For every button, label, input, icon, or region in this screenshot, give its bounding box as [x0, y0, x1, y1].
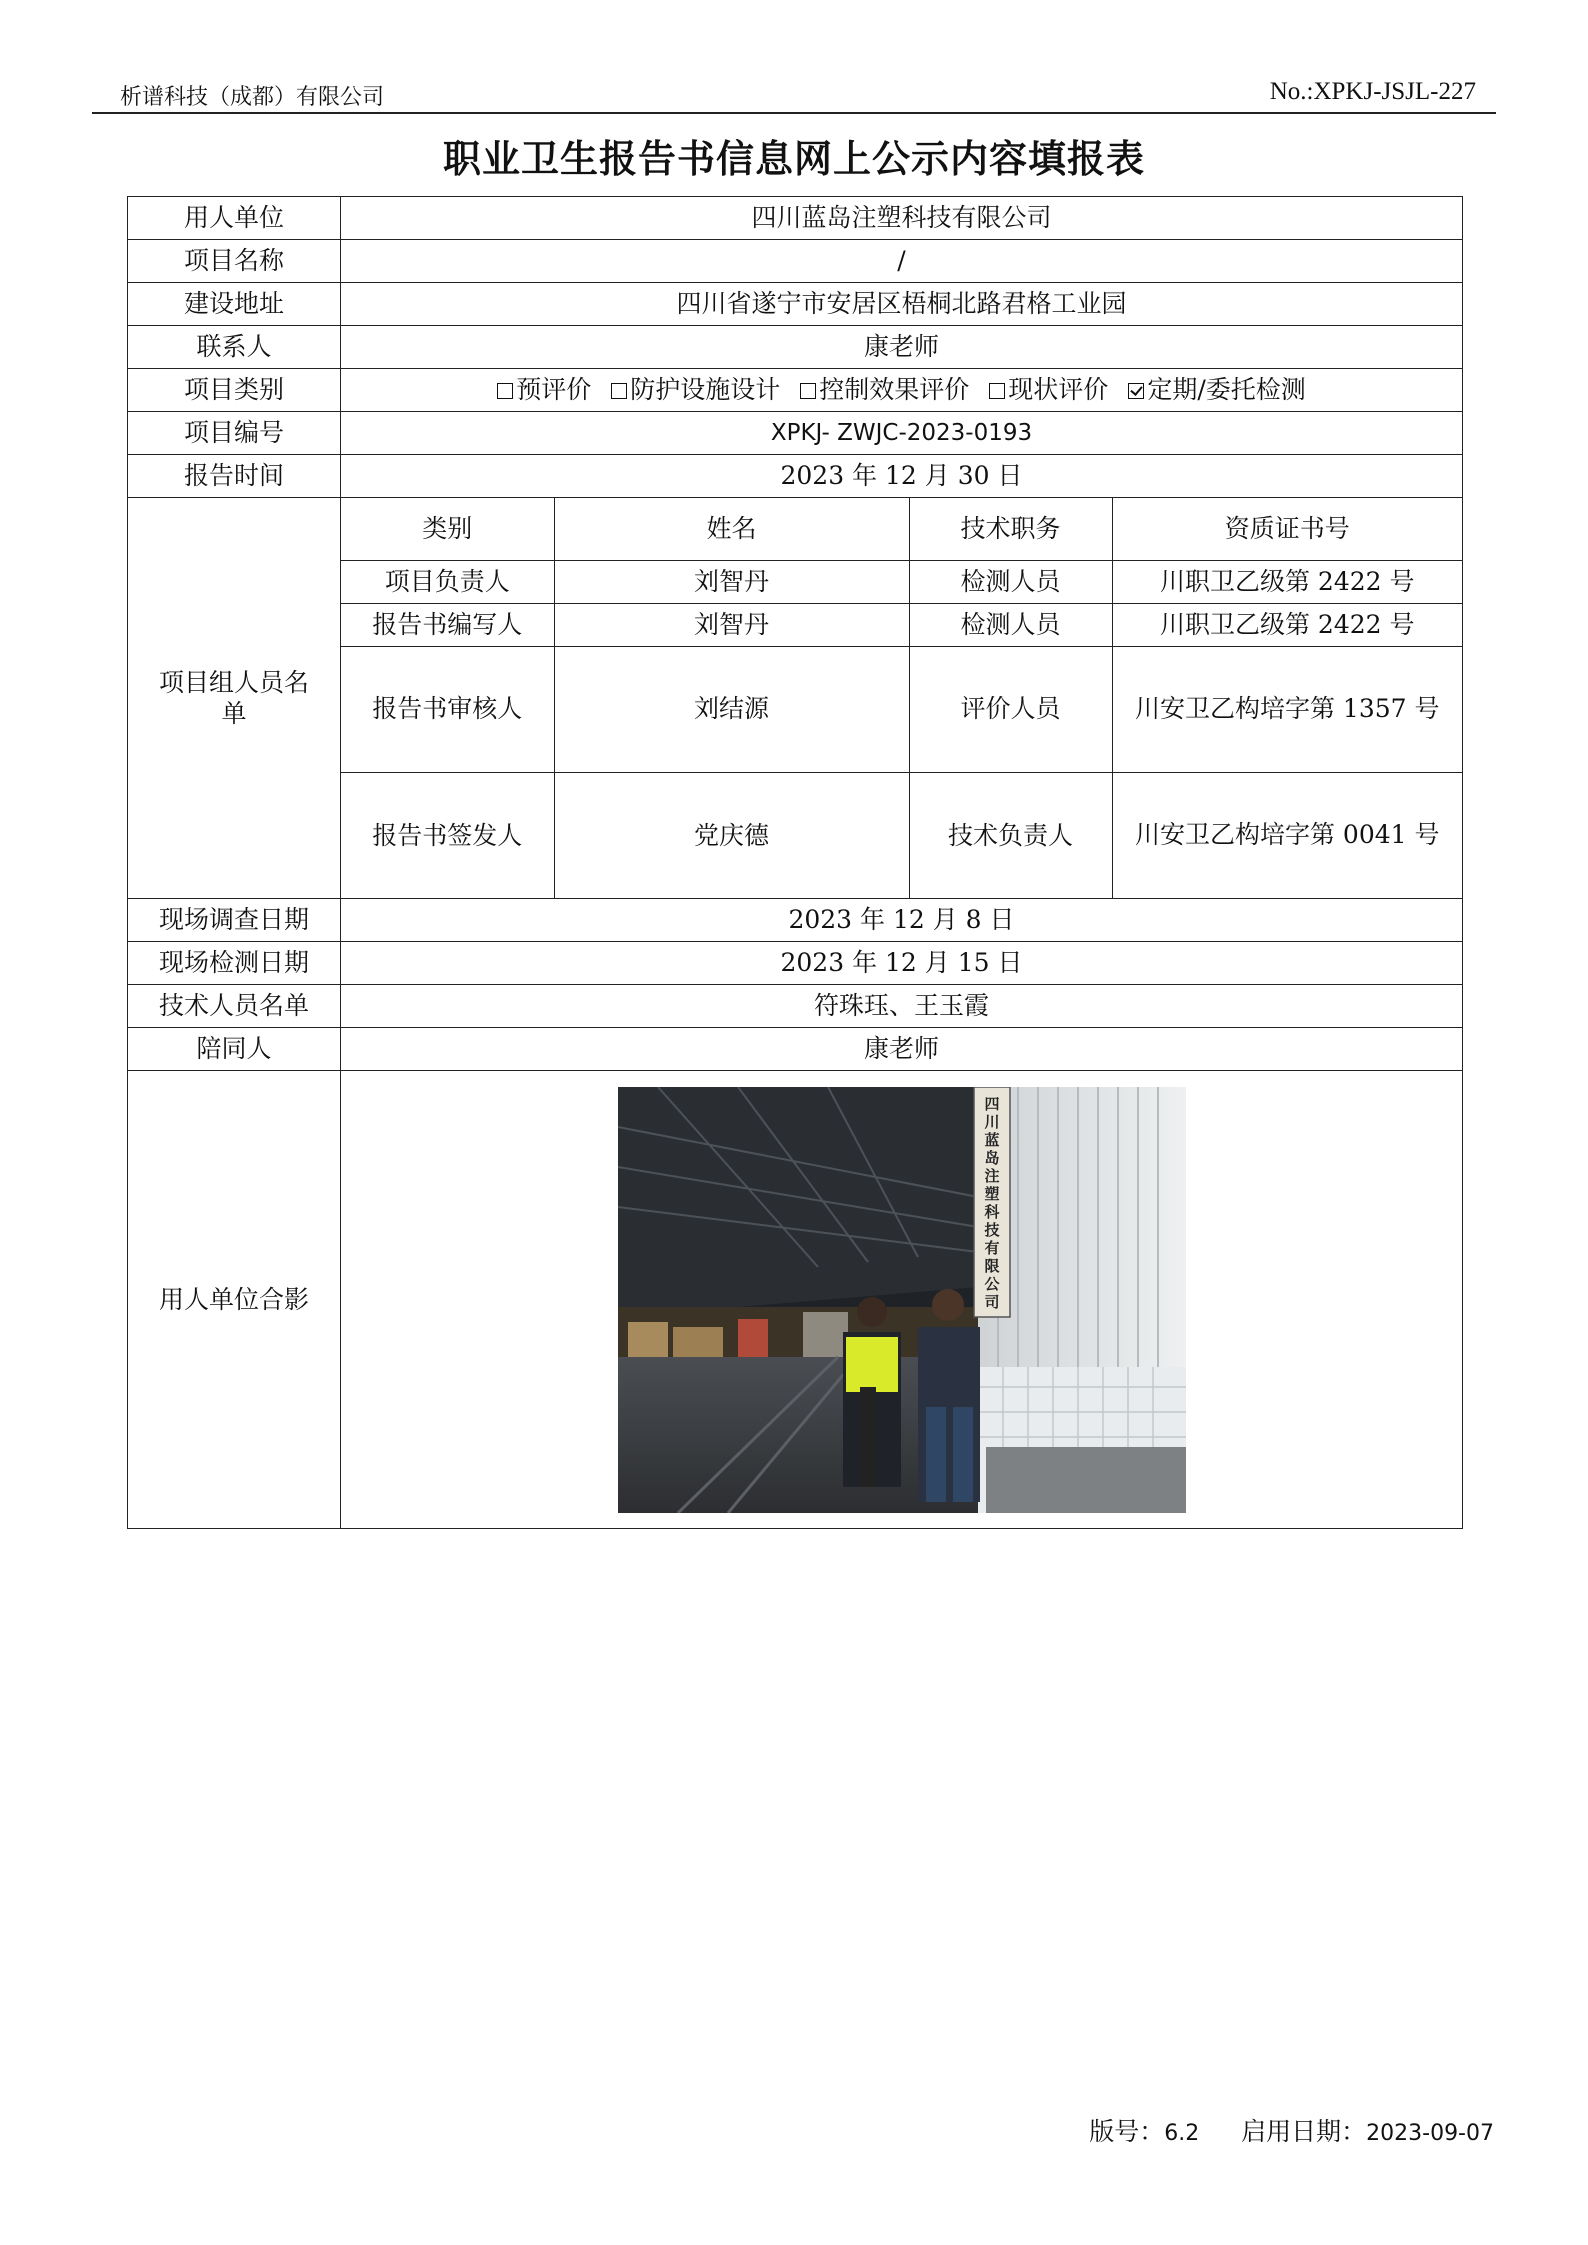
escort-label: 陪同人: [128, 1028, 341, 1071]
row-contact: [128, 326, 1463, 369]
address-value: 四川省遂宁市安居区梧桐北路君格工业园: [341, 283, 1463, 326]
checkbox[interactable]: [1128, 383, 1144, 399]
team-title: 检测人员: [909, 603, 1112, 646]
version-number: 6.2: [1164, 2121, 1200, 2146]
team-row: [341, 560, 1462, 603]
svg-text:川: 川: [983, 1112, 1000, 1131]
project-name-label: 项目名称: [128, 240, 341, 283]
contact-value: 康老师: [341, 326, 1463, 369]
row-survey-date: [128, 899, 1463, 942]
team-title: 技术负责人: [909, 772, 1112, 898]
team-row: [341, 646, 1462, 772]
technicians-value: 符珠珏、王玉霞: [341, 985, 1463, 1028]
svg-text:公: 公: [983, 1274, 1000, 1293]
row-address: [128, 283, 1463, 326]
checkbox[interactable]: [497, 383, 513, 399]
row-team: [128, 498, 1463, 899]
technicians-label: 技术人员名单: [128, 985, 341, 1028]
team-name: 刘结源: [554, 646, 909, 772]
row-report-date: [128, 455, 1463, 498]
row-project-no: [128, 412, 1463, 455]
address-label: 建设地址: [128, 283, 341, 326]
project-no-label: 项目编号: [128, 412, 341, 455]
category-options: [341, 369, 1463, 412]
row-technicians: [128, 985, 1463, 1028]
team-header: 资质证书号: [1112, 498, 1462, 560]
svg-text:科: 科: [983, 1202, 1000, 1221]
team-cert: 川职卫乙级第 2422 号: [1112, 603, 1462, 646]
team-row: [341, 603, 1462, 646]
team-header: 技术职务: [909, 498, 1112, 560]
svg-text:限: 限: [983, 1256, 1000, 1275]
svg-text:注: 注: [983, 1166, 1000, 1185]
svg-text:蓝: 蓝: [983, 1130, 1000, 1149]
svg-text:司: 司: [983, 1292, 1000, 1311]
document-number: No.:XPKJ-JSJL-227: [1269, 78, 1476, 105]
team-table: [341, 498, 1462, 898]
form-table: [127, 196, 1463, 1529]
team-cert: 川安卫乙构培字第 1357 号: [1112, 646, 1462, 772]
project-no-value: XPKJ- ZWJC-2023-0193: [341, 412, 1463, 455]
escort-value: 康老师: [341, 1028, 1463, 1071]
team-role: 报告书编写人: [341, 603, 554, 646]
category-option[interactable]: 预评价: [497, 375, 591, 404]
svg-text:有: 有: [983, 1238, 1000, 1257]
date-label: 启用日期：: [1241, 2117, 1367, 2146]
team-role: 项目负责人: [341, 560, 554, 603]
report-date-label: 报告时间: [128, 455, 341, 498]
photo-cell: [341, 1071, 1463, 1529]
employer-label: 用人单位: [128, 197, 341, 240]
company-name: 析谱科技（成都）有限公司: [120, 85, 385, 110]
version-label: 版号：: [1089, 2117, 1165, 2146]
footer: [1089, 2112, 1494, 2148]
team-label: 项目组人员名单: [128, 498, 341, 899]
team-row: [341, 772, 1462, 898]
checkbox[interactable]: [611, 383, 627, 399]
group-photo: [618, 1087, 1186, 1513]
team-role: 报告书审核人: [341, 646, 554, 772]
category-option[interactable]: 现状评价: [989, 375, 1108, 404]
category-option[interactable]: 控制效果评价: [800, 375, 969, 404]
team-name: 党庆德: [554, 772, 909, 898]
test-date-label: 现场检测日期: [128, 942, 341, 985]
survey-date-label: 现场调查日期: [128, 899, 341, 942]
team-role: 报告书签发人: [341, 772, 554, 898]
checkbox[interactable]: [800, 383, 816, 399]
svg-text:四: 四: [983, 1094, 1000, 1113]
employer-value: 四川蓝岛注塑科技有限公司: [341, 197, 1463, 240]
contact-label: 联系人: [128, 326, 341, 369]
svg-text:技: 技: [983, 1220, 1000, 1239]
category-option[interactable]: 定期/委托检测: [1128, 375, 1305, 404]
team-name: 刘智丹: [554, 560, 909, 603]
project-name-value: /: [341, 240, 1463, 283]
team-title: 评价人员: [909, 646, 1112, 772]
category-option[interactable]: 防护设施设计: [611, 375, 780, 404]
team-title: 检测人员: [909, 560, 1112, 603]
photo-label: 用人单位合影: [128, 1071, 341, 1529]
svg-text:岛: 岛: [983, 1148, 1000, 1167]
row-category: [128, 369, 1463, 412]
survey-date-value: 2023 年 12 月 8 日: [341, 899, 1463, 942]
team-header-row: [341, 498, 1462, 560]
row-employer: [128, 197, 1463, 240]
row-photo: [128, 1071, 1463, 1529]
row-escort: [128, 1028, 1463, 1071]
test-date-value: 2023 年 12 月 15 日: [341, 942, 1463, 985]
team-cell: [341, 498, 1463, 899]
team-name: 刘智丹: [554, 603, 909, 646]
effective-date: 2023-09-07: [1366, 2121, 1494, 2146]
report-date-value: 2023 年 12 月 30 日: [341, 455, 1463, 498]
row-project-name: [128, 240, 1463, 283]
team-header: 姓名: [554, 498, 909, 560]
page-title: 职业卫生报告书信息网上公示内容填报表: [442, 137, 1145, 181]
page-header: [92, 74, 1496, 114]
company-sign-text: [983, 1095, 1000, 1311]
svg-text:塑: 塑: [983, 1184, 1000, 1203]
category-label: 项目类别: [128, 369, 341, 412]
team-cert: 川安卫乙构培字第 0041 号: [1134, 820, 1440, 850]
team-header: 类别: [341, 498, 554, 560]
team-cert: 川职卫乙级第 2422 号: [1112, 560, 1462, 603]
group-photo-image: [618, 1087, 1186, 1513]
checkbox[interactable]: [989, 383, 1005, 399]
row-test-date: [128, 942, 1463, 985]
